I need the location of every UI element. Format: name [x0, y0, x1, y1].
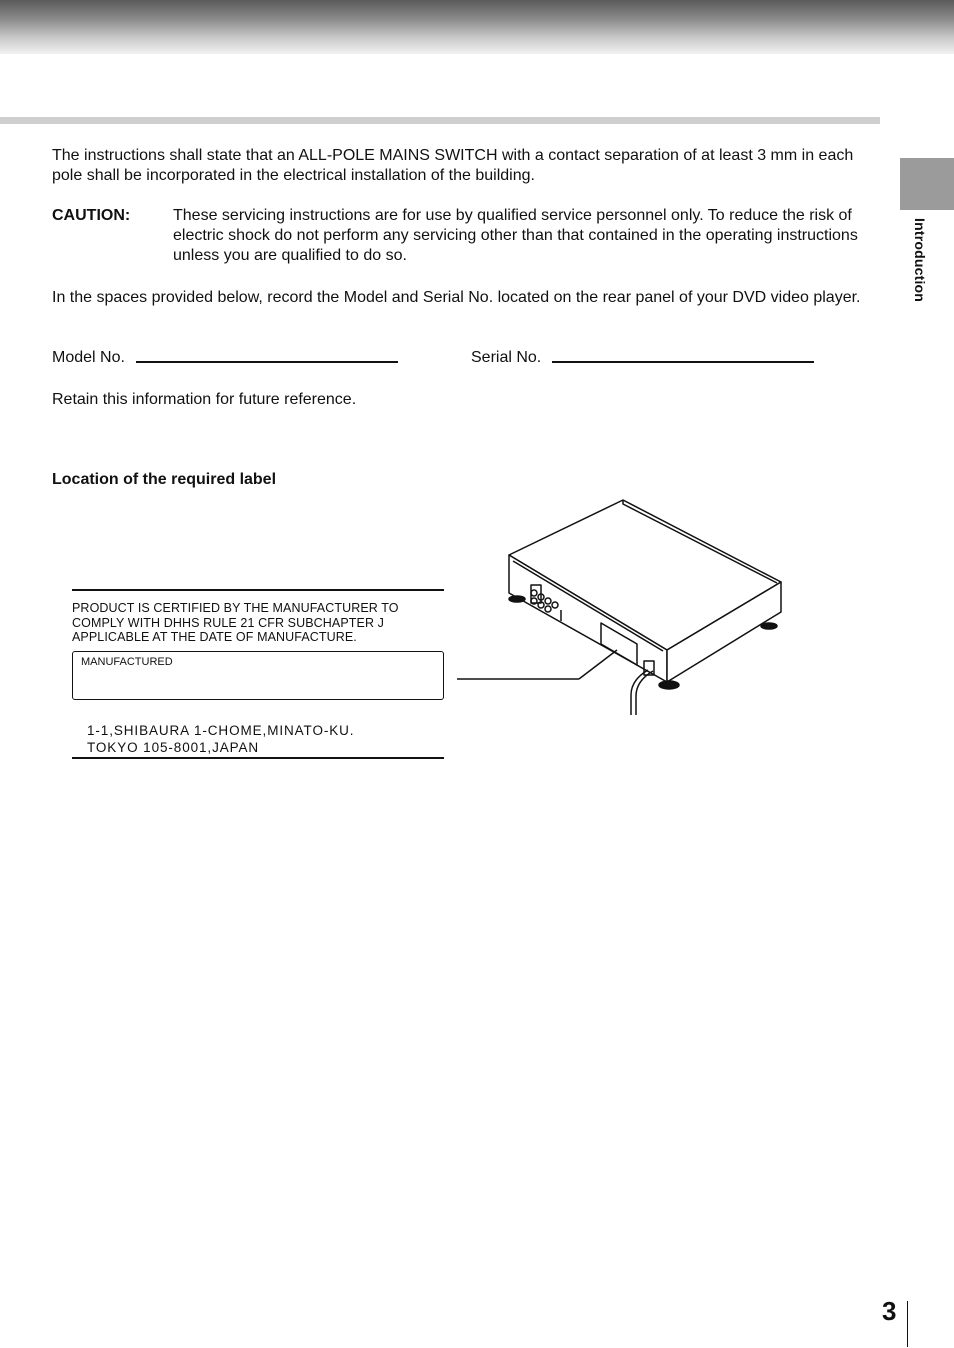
manufacturer-address: [87, 722, 354, 756]
label-top-rule: [72, 589, 444, 591]
page-number-rule: [907, 1301, 908, 1347]
dvd-player-illustration: [455, 495, 790, 720]
label-bottom-rule: [72, 757, 444, 759]
caution-text: These servicing instructions are for use by qualified service personnel only. To reduce the risk of electric shock do not perform any servicing other than that contained in the operating instructions unless you are qualified to do so.: [173, 207, 858, 264]
record-note: In the spaces provided below, record the Model and Serial No. located on the rear panel of your DVD video player.: [52, 289, 861, 306]
manufactured-label: MANUFACTURED: [81, 656, 173, 668]
section-tab-label: Introduction: [912, 218, 928, 303]
serial-number-label: Serial No.: [471, 349, 542, 366]
serial-number-field: [552, 361, 814, 363]
label-location-heading: Location of the required label: [52, 471, 277, 488]
address-line-2: TOKYO 105-8001,JAPAN: [87, 740, 260, 755]
page-number: 3: [882, 1296, 897, 1326]
section-rule: [0, 117, 880, 124]
retain-note: Retain this information for future reference.: [52, 391, 357, 408]
header-band: [0, 0, 954, 54]
manufactured-box: [72, 651, 444, 700]
model-number-label: Model No.: [52, 349, 125, 366]
caution-label: CAUTION:: [52, 207, 131, 224]
section-tab-marker: [900, 158, 954, 210]
certification-text: PRODUCT IS CERTIFIED BY THE MANUFACTURER TO COMPLY WITH DHHS RULE 21 CFR SUBCHAPTER J APPLICABLE AT THE DATE OF MANUFACTURE.: [72, 601, 399, 644]
switch-note: The instructions shall state that an ALL-POLE MAINS SWITCH with a contact separation of at least 3 mm in each pole shall be incorporated in the electrical installation of the building.: [52, 147, 854, 184]
model-number-field: [136, 361, 398, 363]
address-line-1: 1-1,SHIBAURA 1-CHOME,MINATO-KU.: [87, 723, 355, 738]
